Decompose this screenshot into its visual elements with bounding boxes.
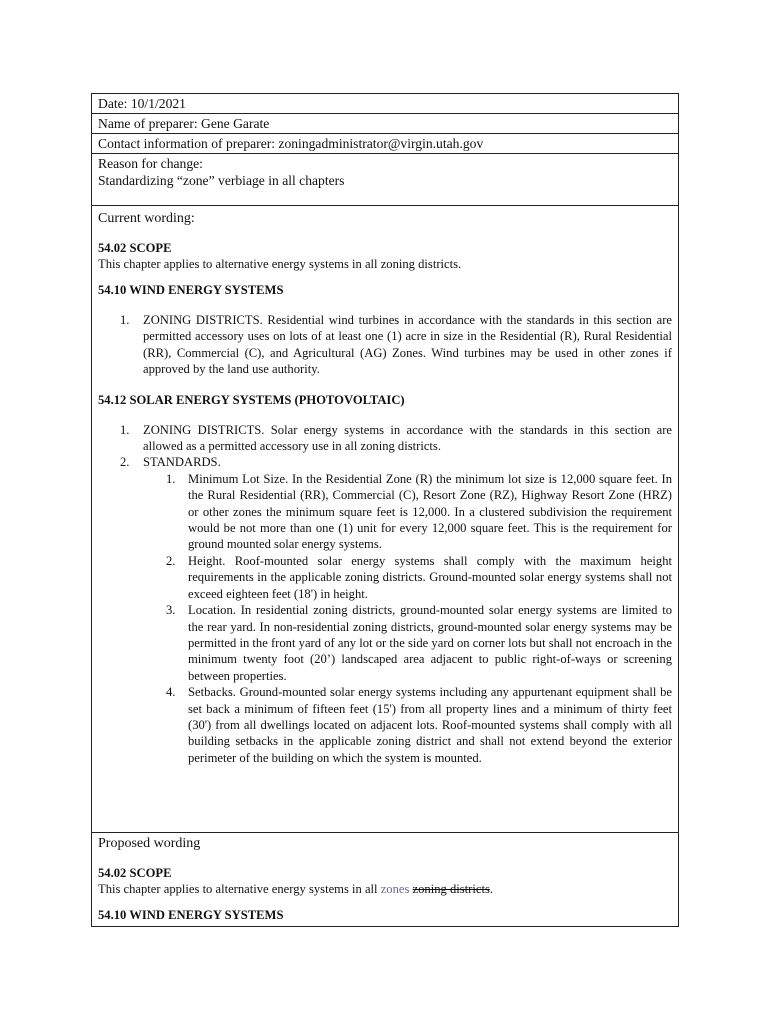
date-text: Date: 10/1/2021 bbox=[98, 96, 186, 111]
preparer-text: Name of preparer: Gene Garate bbox=[98, 116, 270, 131]
preparer-row bbox=[92, 114, 678, 134]
list-item bbox=[98, 684, 672, 766]
scope-prefix: This chapter applies to alternative energy systems in all bbox=[98, 882, 381, 896]
list-number: 1. bbox=[166, 471, 176, 486]
proposed-wording-label: Proposed wording bbox=[98, 836, 201, 851]
list-number: 3. bbox=[166, 603, 176, 618]
inserted-text: zones bbox=[380, 882, 410, 896]
list-number: 2. bbox=[166, 553, 176, 568]
date-row bbox=[92, 94, 678, 114]
list-number: 2. bbox=[120, 455, 130, 470]
list-item bbox=[98, 602, 672, 684]
list-text: ZONING DISTRICTS. Residential wind turbines in accordance with the standards in this section are permitted accessory uses on lots of at least one (1) acre in size in the Residential (R), Rural Residential (RR), Commercial (C), and Agricultural (AG) Zones. Wind turbines may be used in other zones if approved by the land use authority. bbox=[143, 313, 672, 377]
list-text: Setbacks. Ground-mounted solar energy systems including any appurtenant equipment shall be set back a minimum of fifteen feet (15') from all property lines and a minimum of thirty feet (30') from all dwellings located on adjacent lots. Roof-mounted systems shall comply with all building setbacks in the applicable zoning district and shall not extend beyond the exterior perimeter of the building on which the system is mounted. bbox=[188, 685, 672, 765]
amendment-form-table bbox=[91, 93, 679, 927]
list-text: ZONING DISTRICTS. Solar energy systems in accordance with the standards in this section are allowed as a permitted accessory use in all zoning districts. bbox=[143, 422, 672, 454]
proposed-scope-text bbox=[98, 881, 672, 897]
proposed-wind-heading: 54.10 WIND ENERGY SYSTEMS bbox=[98, 908, 284, 922]
reason-row bbox=[92, 154, 678, 206]
standards-list bbox=[98, 471, 672, 766]
list-text: Location. In residential zoning districts, ground-mounted solar energy systems are limited to the rear yard. In non-residential zoning districts, ground-mounted solar energy systems may be permitted in the front yard of any lot or the side yard on corner lots but shall not encroach in the minimum twenty foot (20’) landscaped area adjacent to public right-of-ways or screening between properties. bbox=[188, 603, 672, 683]
contact-text: Contact information of preparer: zoningadministrator@virgin.utah.gov bbox=[98, 136, 484, 151]
list-item bbox=[98, 422, 672, 455]
list-number: 1. bbox=[120, 422, 130, 437]
list-item bbox=[98, 312, 672, 378]
reason-label: Reason for change: bbox=[98, 156, 203, 171]
list-number: 4. bbox=[166, 685, 176, 700]
scope-suffix: . bbox=[489, 882, 494, 896]
contact-row bbox=[92, 134, 678, 154]
list-item bbox=[98, 471, 672, 553]
list-text: STANDARDS. bbox=[143, 455, 221, 470]
deleted-text: zoning districts bbox=[412, 882, 490, 896]
current-wording-label: Current wording: bbox=[98, 211, 195, 226]
current-solar-heading: 54.12 SOLAR ENERGY SYSTEMS (PHOTOVOLTAIC) bbox=[98, 392, 405, 407]
proposed-wording-section bbox=[92, 833, 678, 926]
list-item bbox=[98, 553, 672, 602]
current-wind-heading: 54.10 WIND ENERGY SYSTEMS bbox=[98, 283, 284, 297]
solar-list bbox=[98, 422, 672, 471]
reason-text: Standardizing “zone” verbiage in all chapters bbox=[98, 173, 345, 188]
list-text: Minimum Lot Size. In the Residential Zone (R) the minimum lot size is 12,000 square feet. In the Rural Residential (RR), Commercial (C), Resort Zone (RZ), Highway Resort Zone (HRZ) or other zones the minimum square feet is 12,000. In a clustered subdivision the requirement would be not more than one (1) unit for every 12,000 square feet. This is the requirement for ground mounted solar energy systems. bbox=[188, 471, 672, 552]
current-scope-text: This chapter applies to alternative energy systems in all zoning districts. bbox=[98, 257, 462, 271]
list-text: Height. Roof-mounted solar energy systems shall comply with the maximum height requirements in the applicable zoning districts. Ground-mounted solar energy systems shall not exceed eighteen feet (18') in height. bbox=[188, 553, 672, 601]
list-item bbox=[98, 454, 672, 470]
proposed-scope-heading: 54.02 SCOPE bbox=[98, 866, 172, 880]
current-scope-heading: 54.02 SCOPE bbox=[98, 241, 172, 255]
list-number: 1. bbox=[120, 313, 130, 327]
wind-list bbox=[98, 312, 672, 378]
current-wording-section bbox=[92, 206, 678, 833]
